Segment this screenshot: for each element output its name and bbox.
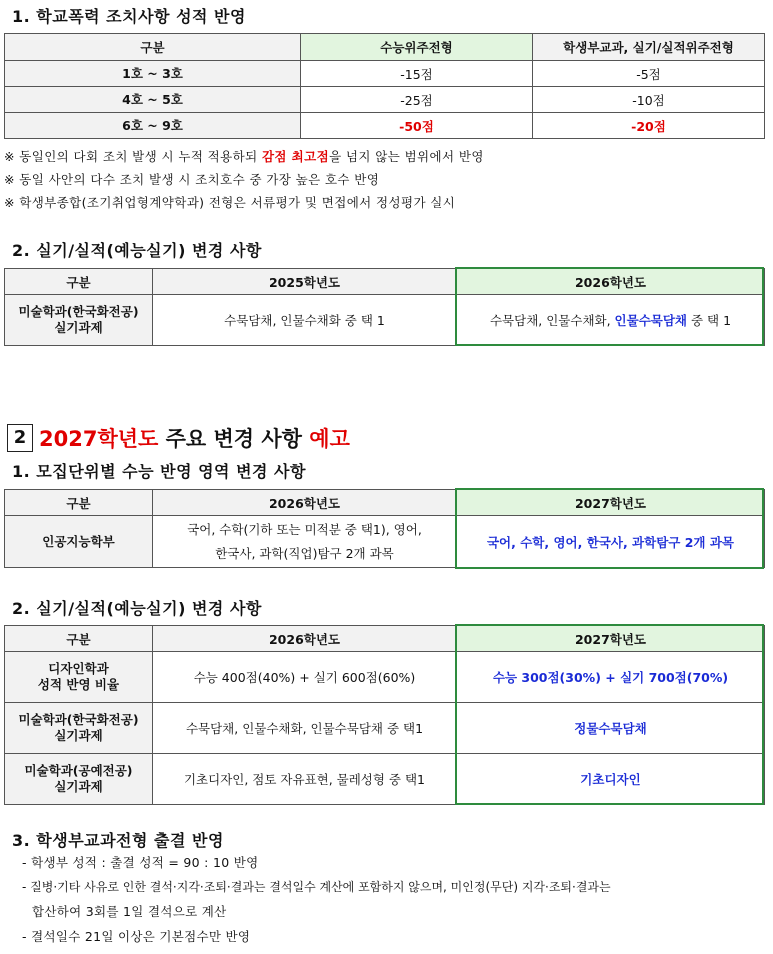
note-text: 을 넘지 않는 범위에서 반영 bbox=[329, 149, 484, 164]
cell-old: 수묵담채, 인물수채화 중 택 1 bbox=[153, 295, 457, 346]
cell-old: 수묵담채, 인물수채화, 인물수묵담채 중 택1 bbox=[153, 703, 457, 754]
row-label: 1호 ~ 3호 bbox=[5, 61, 301, 87]
table-row bbox=[5, 516, 765, 568]
row-label: 인공지능학부 bbox=[5, 516, 153, 568]
table-header-row bbox=[5, 626, 765, 652]
cell-value: -15점 bbox=[301, 61, 533, 87]
section-title-text: 주요 변경 사항 bbox=[158, 427, 310, 451]
header-category: 구분 bbox=[5, 490, 153, 516]
header-category: 구분 bbox=[5, 626, 153, 652]
note-text: ※ 동일인의 다회 조치 발생 시 누적 적용하되 bbox=[4, 149, 262, 164]
section-title-notice: 예고 bbox=[309, 427, 350, 451]
section-title-year: 2027학년도 bbox=[39, 427, 159, 451]
note-comprehensive: ※ 학생부종합(조기취업형계약학과) 전형은 서류평가 및 면접에서 정성평가 실시 bbox=[4, 195, 456, 210]
cell-value: -10점 bbox=[533, 87, 765, 113]
cell-old: 수능 400점(40%) + 실기 600점(60%) bbox=[153, 652, 457, 703]
table-row bbox=[5, 61, 765, 87]
cell-new: 수능 300점(30%) + 실기 700점(70%) bbox=[457, 652, 765, 703]
section-title-2027 bbox=[7, 423, 350, 453]
attendance-rule: - 질병·기타 사유로 인한 결석·지각·조퇴·결과는 결석일수 계산에 포함하지 않으며, 미인정(무단) 지각·조퇴·결과는 bbox=[22, 880, 611, 894]
cell-new bbox=[457, 295, 765, 346]
table-header-row bbox=[5, 34, 765, 61]
cell-text: 수묵담채, 인물수채화, bbox=[489, 313, 615, 328]
cell-highlight: 인물수묵담채 bbox=[614, 313, 687, 328]
cell-new: 국어, 수학, 영어, 한국사, 과학탐구 2개 과목 bbox=[457, 516, 765, 568]
header-2026: 2026학년도 bbox=[457, 269, 765, 295]
cell-text: 중 택 1 bbox=[687, 313, 732, 328]
header-2027: 2027학년도 bbox=[457, 490, 765, 516]
table-row bbox=[5, 703, 765, 754]
row-label: 4호 ~ 5호 bbox=[5, 87, 301, 113]
cell-line: 한국사, 과학(직업)탐구 2개 과목 bbox=[215, 545, 394, 561]
row-label: 미술학과(한국화전공) 실기과제 bbox=[5, 703, 153, 754]
cell-old bbox=[153, 516, 457, 568]
header-2026: 2026학년도 bbox=[153, 490, 457, 516]
table-row bbox=[5, 87, 765, 113]
attendance-ratio: - 학생부 성적 : 출결 성적 = 90 : 10 반영 bbox=[22, 855, 259, 870]
row-label: 디자인학과 성적 반영 비율 bbox=[5, 652, 153, 703]
table-row bbox=[5, 113, 765, 139]
heading-practical-2027: 2. 실기/실적(예능실기) 변경 사항 bbox=[12, 599, 262, 618]
cell-value-max: -50점 bbox=[301, 113, 533, 139]
heading-attendance: 3. 학생부교과전형 출결 반영 bbox=[12, 831, 224, 850]
note-highlight: 감점 최고점 bbox=[261, 149, 330, 164]
header-gyogwa: 학생부교과, 실기/실적위주전형 bbox=[533, 34, 765, 61]
cell-value: -5점 bbox=[533, 61, 765, 87]
cell-value: -25점 bbox=[301, 87, 533, 113]
table-row bbox=[5, 652, 765, 703]
practical-2026-table bbox=[4, 268, 765, 346]
note-cumulative bbox=[4, 147, 484, 165]
cell-old: 기초디자인, 점토 자유표현, 물레성형 중 택1 bbox=[153, 754, 457, 805]
attendance-rule-cont: 합산하여 3회를 1일 결석으로 계산 bbox=[32, 904, 227, 919]
cell-line: 국어, 수학(기하 또는 미적분 중 택1), 영어, bbox=[187, 521, 422, 537]
heading-practical-2026: 2. 실기/실적(예능실기) 변경 사항 bbox=[12, 241, 262, 260]
row-label: 6호 ~ 9호 bbox=[5, 113, 301, 139]
table-row bbox=[5, 295, 765, 346]
header-2026: 2026학년도 bbox=[153, 626, 457, 652]
attendance-absence: - 결석일수 21일 이상은 기본점수만 반영 bbox=[22, 929, 251, 944]
row-label: 미술학과(한국화전공) 실기과제 bbox=[5, 295, 153, 346]
heading-school-violence: 1. 학교폭력 조치사항 성적 반영 bbox=[12, 7, 246, 26]
cell-value-max: -20점 bbox=[533, 113, 765, 139]
cell-new: 정물수묵담채 bbox=[457, 703, 765, 754]
practical-2027-table bbox=[4, 625, 765, 805]
header-2027: 2027학년도 bbox=[457, 626, 765, 652]
cell-new: 기초디자인 bbox=[457, 754, 765, 805]
row-label: 미술학과(공예전공) 실기과제 bbox=[5, 754, 153, 805]
table-header-row bbox=[5, 269, 765, 295]
school-violence-table bbox=[4, 33, 765, 139]
header-category: 구분 bbox=[5, 34, 301, 61]
table-row bbox=[5, 754, 765, 805]
header-2025: 2025학년도 bbox=[153, 269, 457, 295]
header-category: 구분 bbox=[5, 269, 153, 295]
table-header-row bbox=[5, 490, 765, 516]
suneung-areas-table bbox=[4, 489, 765, 568]
header-suneung: 수능위주전형 bbox=[301, 34, 533, 61]
note-multiple: ※ 동일 사안의 다수 조치 발생 시 조치호수 중 가장 높은 호수 반영 bbox=[4, 172, 380, 187]
section-number: 2 bbox=[7, 424, 33, 452]
heading-suneung-areas: 1. 모집단위별 수능 반영 영역 변경 사항 bbox=[12, 462, 306, 481]
